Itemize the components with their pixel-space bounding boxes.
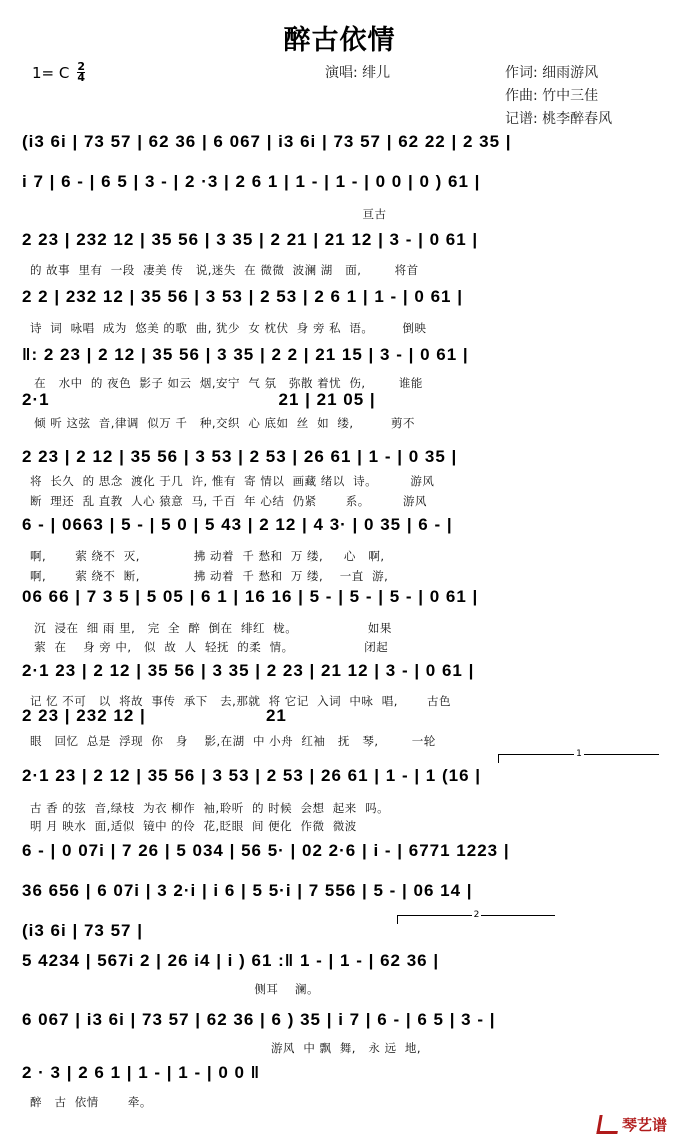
notation-row: ‖: 2 23 | 2 12 | 35 56 | 3 35 | 2 2 | 21 15 | 3 - | 0 61 | bbox=[22, 345, 469, 364]
notation-row: 36 656 | 6 07i | 3 2·i | i 6 | 5 5·i | 7 556 | 5 - | 06 14 | bbox=[22, 881, 473, 900]
lyric-line: 明 月 映水 面,适似 镜中 的伶 花,眨眼 间 便化 作微 微波 bbox=[30, 819, 357, 833]
lyric-line: 亘古 bbox=[30, 207, 387, 221]
lyric-line: 古 香 的弦 音,绿枝 为衣 柳作 袖,聆听 的 时候 会想 起来 吗。 bbox=[30, 801, 390, 815]
notation-row: (i3 6i | 73 57 | 62 36 | 6 067 | i3 6i | 73 57 | 62 22 | 2 35 | bbox=[22, 132, 512, 151]
notation-row: 06 66 | 7 3 5 | 5 05 | 6 1 | 16 16 | 5 - | 5 - | 5 - | 0 61 | bbox=[22, 587, 479, 606]
lyricist-credit: 作词: 细雨游风 bbox=[505, 65, 599, 81]
key-label: 1= C bbox=[32, 63, 70, 82]
lyric-line: 记 忆 不可 以 将故 事传 承下 去,那就 将 它记 入词 中咏 唱, 古色 bbox=[30, 694, 451, 708]
watermark-text: 琴艺谱 bbox=[621, 1116, 667, 1134]
notation-row: 2 2 | 232 12 | 35 56 | 3 53 | 2 53 | 2 6 1 | 1 - | 0 61 | bbox=[22, 287, 463, 306]
composer-credit: 作曲: 竹中三佳 bbox=[505, 88, 599, 104]
notation-row: 2·1 23 | 2 12 | 35 56 | 3 35 | 2 23 | 21 12 | 3 - | 0 61 | bbox=[22, 661, 475, 680]
notation-row: 6 - | 0663 | 5 - | 5 0 | 5 43 | 2 12 | 4 3· | 0 35 | 6 - | bbox=[22, 515, 453, 534]
lyric-line: 的 故事 里有 一段 凄美 传 说,迷失 在 微微 波澜 湖 面, 将首 bbox=[30, 263, 419, 277]
key-signature bbox=[32, 62, 85, 83]
notation-row: 2·1 21 | 21 05 | bbox=[22, 390, 376, 409]
lyric-line: 断 理还 乱 直教 人心 猿意 马, 千百 年 心结 仍紧 系。 游风 bbox=[30, 494, 427, 508]
notation-row: 6 067 | i3 6i | 73 57 | 62 36 | 6 ) 35 | i 7 | 6 - | 6 5 | 3 - | bbox=[22, 1010, 496, 1029]
lyric-line: 啊, 萦 绕不 灭, 拂 动着 千 愁和 万 缕, 心 啊, bbox=[30, 549, 385, 563]
notation-row: 2 23 | 232 12 | 21 bbox=[22, 706, 287, 725]
lyric-line: 啊, 萦 绕不 断, 拂 动着 千 愁和 万 缕, 一直 游, bbox=[30, 569, 389, 583]
notation-row: 2 · 3 | 2 6 1 | 1 - | 1 - | 0 0 ‖ bbox=[22, 1063, 261, 1082]
lyric-line: 倾 听 这弦 音,律调 似万 千 种,交织 心 底如 丝 如 缕, 剪不 bbox=[30, 416, 415, 430]
lyric-line: 侧耳 澜。 bbox=[30, 982, 320, 996]
notation-row: 2 23 | 232 12 | 35 56 | 3 35 | 2 21 | 21 12 | 3 - | 0 61 | bbox=[22, 230, 479, 249]
lyric-line: 萦 在 身 旁 中, 似 故 人 轻抚 的柔 情。 闭起 bbox=[30, 640, 389, 654]
notation-row: (i3 6i | 73 57 | bbox=[22, 921, 143, 940]
logo-mark-icon bbox=[596, 1115, 620, 1134]
lyric-line: 诗 词 咏唱 成为 悠美 的歌 曲, 犹少 女 枕伏 身 旁 私 语。 倒映 bbox=[30, 321, 427, 335]
credits bbox=[505, 62, 612, 131]
lyric-line: 眼 回忆 总是 浮现 你 身 影,在湖 中 小舟 红袖 抚 琴, 一轮 bbox=[30, 734, 436, 748]
watermark-logo bbox=[598, 1114, 667, 1135]
singer-credit: 演唱: 绯儿 bbox=[325, 65, 391, 81]
time-signature: 2 4 bbox=[77, 60, 86, 84]
volta-label: 2 bbox=[473, 910, 480, 920]
lyric-line: 醉 古 依情 牵。 bbox=[30, 1095, 152, 1109]
transcriber-credit: 记谱: 桃李醉春风 bbox=[505, 111, 613, 127]
volta-bracket bbox=[397, 910, 555, 924]
notation-row: 2·1 23 | 2 12 | 35 56 | 3 53 | 2 53 | 26 61 | 1 - | 1 (16 | bbox=[22, 766, 482, 785]
song-title: 醉古依情 bbox=[283, 25, 396, 56]
notation-row: 5 4234 | 567i 2 | 26 i4 | i ) 61 :‖ 1 - | 1 - | 62 36 | bbox=[22, 951, 440, 970]
lyric-line: 将 长久 的 思念 渡化 于几 许, 惟有 寄 情以 画藏 绪以 诗。 游风 bbox=[30, 474, 435, 488]
notation-row: 6 - | 0 07i | 7 26 | 5 034 | 56 5· | 02 2·6 | i - | 6771 1223 | bbox=[22, 841, 510, 860]
lyric-line: 沉 浸在 细 雨 里, 完 全 醉 倒在 绯红 栊。 如果 bbox=[30, 621, 392, 635]
volta-bracket bbox=[498, 749, 659, 763]
lyric-line: 游风 中 飘 舞, 永 远 地, bbox=[30, 1041, 422, 1055]
notation-row: 2 23 | 2 12 | 35 56 | 3 53 | 2 53 | 26 61 | 1 - | 0 35 | bbox=[22, 447, 458, 466]
volta-label: 1 bbox=[576, 749, 582, 759]
lyric-line: 在 水中 的 夜色 影子 如云 烟,安宁 气 氛 弥散 着忧 伤, 谁能 bbox=[30, 376, 423, 390]
notation-row: i 7 | 6 - | 6 5 | 3 - | 2 ·3 | 2 6 1 | 1 - | 1 - | 0 0 | 0 ) 61 | bbox=[22, 172, 481, 191]
